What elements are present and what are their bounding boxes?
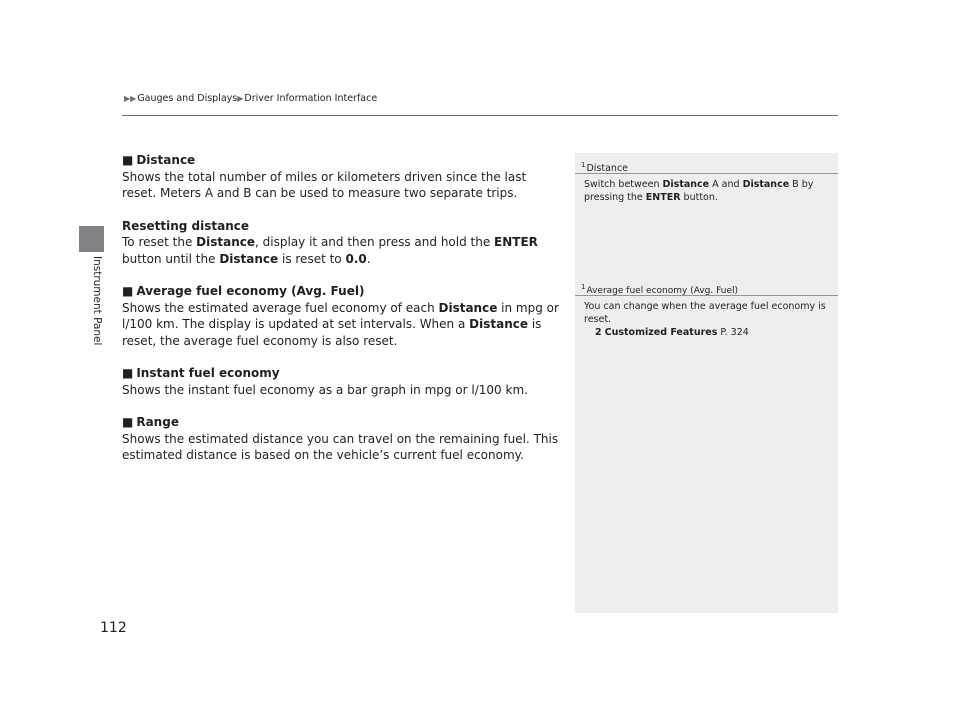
note-distance	[575, 157, 838, 204]
section-body: Shows the estimated average fuel economy of each Distance in mpg or l/100 km. The display is updated at set intervals. When a Distance is reset, the average fuel economy is also reset.	[122, 300, 559, 348]
section-avg-fuel	[122, 283, 562, 349]
section-body: Shows the total number of miles or kilometers driven since the last reset. Meters A and B can be used to measure two separate trips.	[122, 169, 527, 200]
subsection-title: Resetting distance	[122, 218, 250, 233]
square-bullet-icon: ■	[122, 284, 134, 298]
square-bullet-icon: ■	[122, 153, 134, 167]
square-bullet-icon: ■	[122, 366, 134, 380]
note-title	[575, 157, 838, 173]
note-number-icon: 1	[581, 283, 586, 291]
reference-arrow-icon: 2	[595, 327, 602, 338]
note-avg-fuel	[575, 279, 838, 339]
note-number-icon: 1	[581, 161, 586, 169]
section-title-text: Average fuel economy (Avg. Fuel)	[136, 284, 365, 298]
breadcrumb	[124, 93, 377, 104]
subsection-body: To reset the Distance, display it and then press and hold the ENTER button until the Distance is reset to 0.0.	[122, 235, 538, 266]
chapter-label-text: Instrument Panel	[91, 256, 103, 346]
breadcrumb-arrow-icon: ▶▶	[124, 94, 137, 103]
note-body: Switch between Distance A and Distance B by pressing the ENTER button.	[584, 179, 814, 203]
page-number: 112	[100, 620, 127, 636]
section-distance	[122, 152, 562, 202]
section-instant-fuel	[122, 365, 562, 398]
note-title-text: Average fuel economy (Avg. Fuel)	[586, 286, 739, 296]
section-title	[122, 152, 562, 169]
section-title-text: Range	[136, 415, 179, 429]
cross-reference-link[interactable]	[575, 326, 838, 339]
xref-label: Customized Features	[604, 327, 718, 338]
xref-page: P. 324	[717, 327, 749, 338]
section-title	[122, 365, 562, 382]
header-rule	[122, 115, 838, 116]
main-content	[122, 152, 562, 480]
section-resetting-distance	[122, 218, 562, 268]
chapter-label	[89, 256, 105, 366]
section-body: Shows the estimated distance you can travel on the remaining fuel. This estimated distance is based on the vehicle’s current fuel economy.	[122, 431, 559, 462]
note-body: You can change when the average fuel economy is reset.	[584, 301, 826, 325]
breadcrumb-page[interactable]: Driver Information Interface	[244, 93, 378, 104]
note-title	[575, 279, 838, 295]
section-title	[122, 283, 562, 300]
breadcrumb-section[interactable]: Gauges and Displays	[137, 93, 238, 104]
section-title-text: Distance	[136, 153, 196, 167]
square-bullet-icon: ■	[122, 415, 134, 429]
breadcrumb-separator-icon: ▶	[237, 94, 244, 103]
section-body: Shows the instant fuel economy as a bar graph in mpg or l/100 km.	[122, 382, 528, 397]
section-range	[122, 414, 562, 464]
section-title-text: Instant fuel economy	[136, 366, 280, 380]
section-title	[122, 414, 562, 431]
chapter-tab	[79, 226, 104, 252]
notes-sidebar	[575, 153, 838, 613]
note-title-text: Distance	[586, 163, 629, 175]
